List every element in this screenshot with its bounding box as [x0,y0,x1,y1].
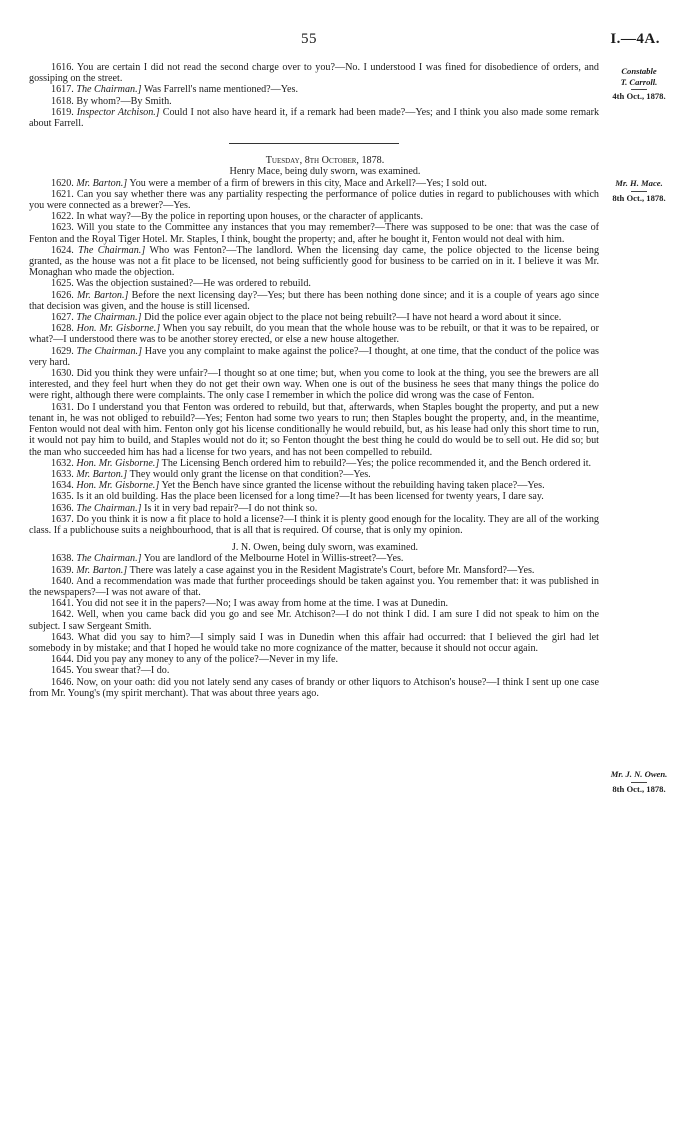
question-1625: 1625. Was the objection sustained?—He was ordered to rebuild. [51,278,311,290]
margin-note-carroll [603,66,675,102]
question-1616: 1616. You are certain I did not read the second charge over to you?—No. I understood I was fined for disobedience of orders, and gossiping on the street. [29,62,599,85]
question-1646: 1646. Now, on your oath: did you not lately send any cases of brandy or other liquors to Atchison's house?—I think I sent up one case from Mr. Young's (my spirit merchant). That was about three years ago. [29,676,599,699]
margin-date: 4th Oct., 1878. [612,91,666,102]
evidence-text [29,62,599,699]
margin-witness-name: T. Carroll. [620,76,658,87]
question-1617: 1617. The Chairman.] Was Farrell's name mentioned?—Yes. [51,84,299,96]
question-1622: 1622. In what way?—By the police in reporting upon houses, or the character of applicants. [51,211,423,223]
page-number: 55 [301,31,317,47]
speaker: Hon. Mr. Gisborne.] [76,457,160,469]
document-reference: I.—4A. [610,31,660,47]
question-1644: 1644. Did you pay any money to any of the police?—Never in my life. [51,654,339,666]
speaker: Mr. Barton.] [76,468,128,480]
speaker: Mr. Barton.] [76,177,128,189]
question-1626: 1626. Mr. Barton.] Before the next licensing day?—Yes; but there has been nothing done since; and it is a couple of years ago since that decision was given, and the house is still licensed. [29,289,600,312]
margin-divider [631,191,647,192]
speaker: The Chairman.] [76,553,142,565]
question-1630: 1630. Did you think they were unfair?—I thought so at one time; but, when you come to look at the thing, you see the brewers are all interested, and they feel hurt when they do not get their own way. When one is out of the business he sees that many things the police do were right, although there were complaints. The only case I remember in which the police did wrong was the case of Fenton. [29,368,599,402]
question-1639: 1639. Mr. Barton.] There was lately a case against you in the Resident Magistrate's Court, before Mr. Mansford?—Yes. [51,564,535,576]
margin-divider [631,89,647,90]
speaker: The Chairman.] [76,84,142,96]
question-1633: 1633. Mr. Barton.] They would only grant the license on that condition?—Yes. [51,468,371,480]
page-header [0,31,700,51]
question-1638: 1638. The Chairman.] You are landlord of the Melbourne Hotel in Willis-street?—Yes. [51,553,404,565]
question-1620: 1620. Mr. Barton.] You were a member of a firm of brewers in this city, Mace and Arkell?—Yes; I sold out. [51,177,487,189]
margin-date: 8th Oct., 1878. [612,783,666,794]
question-1627: 1627. The Chairman.] Did the police ever again object to the place not being rebuilt?—I have not heard a word about it since. [51,312,562,324]
question-1624: 1624. The Chairman.] Who was Fenton?—The landlord. When the licensing day came, the police objected to the license being granted, as the house was not a fit place to be licensed, not being sufficiently good for business to be carried on in it. I believe it was Mr. Monaghan who made the objection. [29,244,600,279]
witness-heading-owen: J. N. Owen, being duly sworn, was examined. [231,542,419,554]
question-1618: 1618. By whom?—By Smith. [51,95,172,107]
margin-divider [631,782,647,783]
question-1623: 1623. Will you state to the Committee any instances that you may remember?—There was supposed to be one: that was the case of Fenton and the Royal Tiger Hotel. Mr. Staples, I think, bought the property; and, after he bought it, Fenton would not deal with him. [29,222,599,245]
speaker: The Chairman.] [76,345,143,357]
question-1621: 1621. Can you say whether there was any partiality respecting the performance of police duties in regard to publichouses with which you were connected as a brewer?—Yes. [29,188,599,212]
question-1641: 1641. You did not see it in the papers?—No; I was away from home at the time. I was at Dunedin. [51,598,449,610]
speaker: Mr. Barton.] [76,289,129,301]
question-1643: 1643. What did you say to him?—I simply said I was in Dunedin when this affair had occurred: that I believed the girl had let somebody in by mistake; and that I hoped he would take no more cognizance of the matter, because it should not occur again. [29,631,599,654]
speaker: Mr. Barton.] [76,564,128,576]
witness-heading-mace: Henry Mace, being duly sworn, was examined. [229,166,421,178]
question-1636: 1636. The Chairman.] Is it in very bad repair?—I do not think so. [51,502,318,514]
margin-note-mace [603,178,675,203]
margin-note-owen [603,769,675,794]
margin-date: 8th Oct., 1878. [612,192,666,203]
speaker: Hon. Mr. Gisborne.] [76,323,161,335]
date-heading: Tuesday, 8th October, 1878. [265,155,385,167]
question-1645: 1645. You swear that?—I do. [51,665,170,677]
question-1628: 1628. Hon. Mr. Gisborne.] When you say rebuilt, do you mean that the whole house was to be rebuilt, or that it was to be repaired, or what?—I understood there was to be another storey erected, or else a new house altogether. [29,323,599,346]
question-1629: 1629. The Chairman.] Have you any complaint to make against the police?—I thought, at one time, that the conduct of the police was very hard. [29,345,600,368]
question-1637: 1637. Do you think it is now a fit place to hold a license?—I think it is plenty good enough for the locality. They are all of the working class. If a publichouse suits a neighbourhood, that is all that is required. Of course, that is only my opinion. [29,513,599,536]
question-1632: 1632. Hon. Mr. Gisborne.] The Licensing Bench ordered him to rebuild?—Yes; the police recommended it, and the Bench ordered it. [51,457,592,469]
speaker: The Chairman.] [78,244,146,256]
question-1640: 1640. And a recommendation was made that further proceedings should be taken against you. You remember that: it was published in the newspapers?—I was not aware of that. [29,575,599,598]
margin-witness-name: Mr. H. Mace. [615,178,663,188]
margin-witness-title: Constable [621,66,657,76]
section-divider [229,143,399,144]
question-1619: 1619. Inspector Atchison.] Could I not also have heard it, if a remark had been made?—Yes; and I think you also made some remark about Farrell. [29,106,600,130]
speaker: Hon. Mr. Gisborne.] [76,480,160,492]
speaker: The Chairman.] [76,502,142,514]
margin-witness-name: Mr. J. N. Owen. [610,769,668,779]
question-1634: 1634. Hon. Mr. Gisborne.] Yet the Bench have since granted the license without the rebuilding having taken place?—Yes. [51,480,545,492]
question-1642: 1642. Well, when you came back did you go and see Mr. Atchison?—I do not think I did. I am sure I did not speak to him on the subject. I saw Sergeant Smith. [29,609,599,632]
speaker: The Chairman.] [76,312,142,324]
speaker: Inspector Atchison.] [76,106,160,118]
question-1635: 1635. Is it an old building. Has the place been licensed for a long time?—It has been licensed for twenty years, I dare say. [51,491,544,503]
question-1631: 1631. Do I understand you that Fenton was ordered to rebuild, but that, afterwards, when Staples bought the property, and put a new tenant in, he was not obliged to rebuild?—Yes; Fenton had some two years to run; then Staples bought the property, and, in the meantime, Fenton would not deal with him. Fenton only got his license conditionally he would rebuild, but, as his lease had only this short time to run, it would not pay him to build, and Staples would not do it; so Fenton thought the best thing he could do would be to sell out. He did so; but the man who succeeded him has had a license for two years, and has not been compelled to rebuild. [29,401,599,458]
